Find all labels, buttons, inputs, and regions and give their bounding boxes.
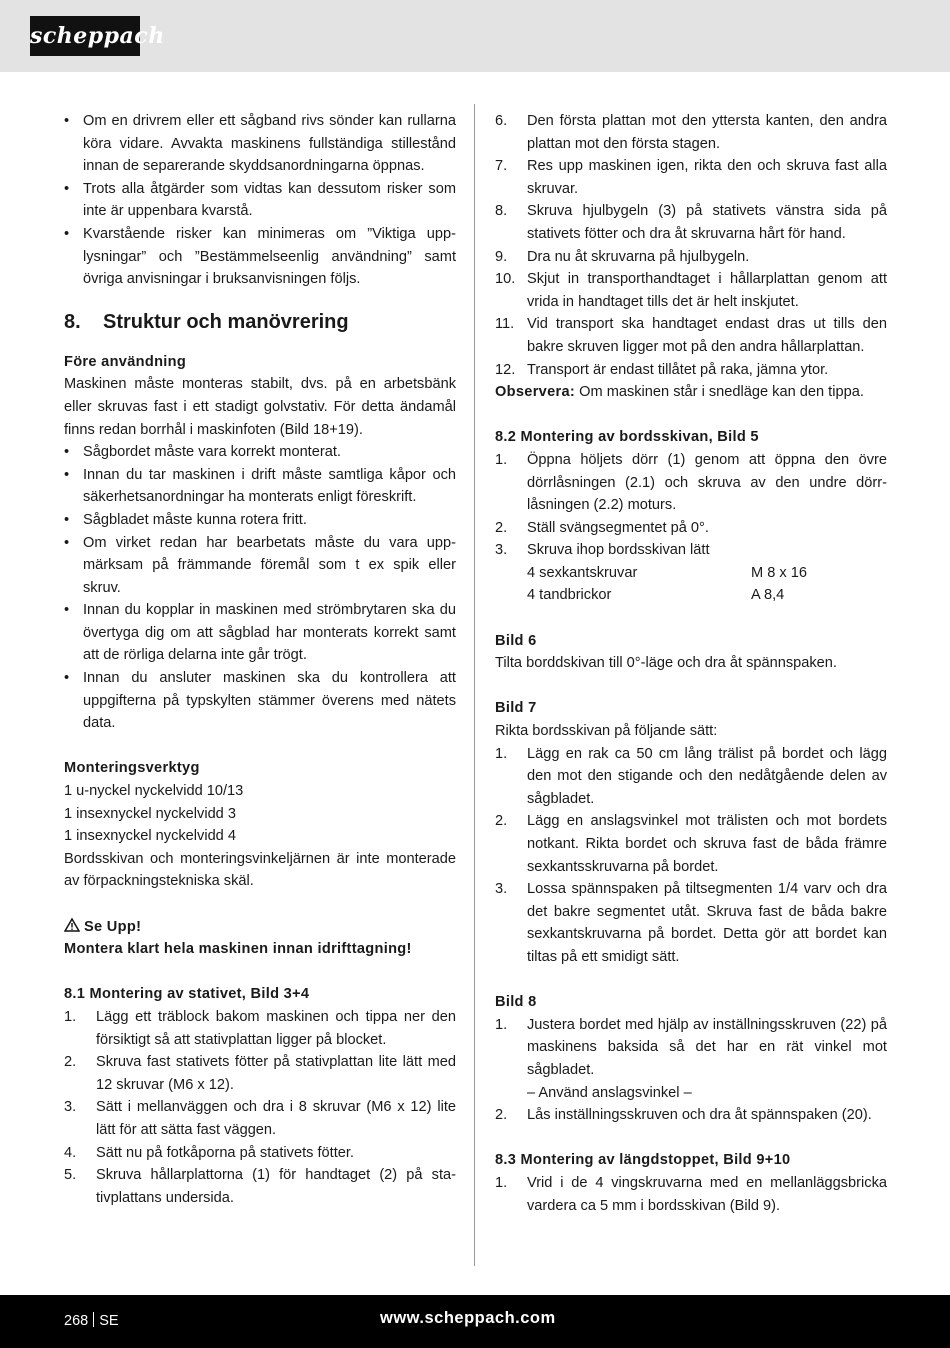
list-item: 1. Vrid i de 4 vingskruvarna med en mellanläggsbricka vardera ca 5 mm i bordsskivan (Bild 9).: [495, 1174, 887, 1214]
list-item: 6. Den första plattan mot den yttersta kanten, den andra plattan mot den första stagen.: [495, 113, 887, 152]
list-item: 7. Res upp maskinen igen, rikta den och skruva fast alla skruvar.: [495, 158, 887, 197]
list-item: • Om en drivrem eller ett sågband rivs sönder kan rullarna köra vidare. Avvakta maskinens fullständiga stillestånd innan de separerande skyddsanordningarna öppnas.: [64, 113, 456, 175]
list-item: 3. Sätt i mellanväggen och dra i 8 skruvar (M6 x 12) lite lätt för att sätta fast väggen.: [64, 1099, 456, 1138]
list-item: 1. Öppna höljets dörr (1) genom att öppna den övre dörrlåsningen (2.1) och skruva av den undre dörrlåsningen (2.2) moturs.: [495, 451, 887, 514]
before-use-heading: Före användning: [64, 353, 187, 370]
list-item: 2. Ställ svängsegmentet på 0°.: [495, 519, 709, 536]
section-number: 8.: [64, 310, 81, 333]
list-item: • Innan du kopplar in maskinen med strömbrytaren ska du övertyga dig om att sågblad har monterats korrekt samt att de rörliga delarna inte går trögt.: [64, 602, 456, 664]
warning-heading: Se Upp!: [64, 916, 456, 939]
column-divider: [474, 104, 475, 1266]
table-steps-list: [495, 449, 887, 562]
intro-bullet-list: [64, 110, 456, 291]
list-item: 5. Skruva hållarplattorna (1) för handtaget (2) på stativplattans undersida.: [64, 1167, 456, 1206]
list-item: 10. Skjut in transporthandtaget i hållarplattan genom att vrida in handtaget tills det är helt inskjutet.: [495, 271, 887, 310]
list-item: 4. Sätt nu på fotkåporna på stativets fötter.: [64, 1144, 354, 1161]
list-item: 8. Skruva hjulbygeln (3) på stativets vänstra sida på stativets fötter och dra åt skruvarna hårt för hand.: [495, 203, 887, 242]
stand-steps-list: [64, 1006, 456, 1209]
left-column: [64, 110, 456, 1209]
section-title: Struktur och manövrering: [103, 310, 349, 333]
table-heading: 8.2 Montering av bordsskivan, Bild 5: [495, 429, 759, 446]
list-item: 3. Skruva ihop bordsskivan lätt: [495, 542, 710, 559]
section-heading: [64, 309, 456, 335]
scheppach-logo: scheppach: [30, 16, 140, 56]
before-use-bullet-list: [64, 441, 456, 735]
list-item: 2. Lås inställningsskruven och dra åt spännspaken (20).: [495, 1107, 872, 1124]
stand-heading: 8.1 Montering av stativet, Bild 3+4: [64, 986, 310, 1003]
note-paragraph: Observera: Om maskinen står i snedläge kan den tippa.: [495, 384, 864, 401]
list-item: 3. Lossa spännspaken på tiltsegmenten 1/4 varv och dra det bakre segmentet utåt. Skruva fast de båda bakre sexkantskruvarna på bordet. Detta gör att bordet kan tiltas på ett smidigt sätt.: [495, 881, 887, 965]
list-item: • Trots alla åtgärder som vidtas kan dessutom risker som inte är uppenbara kvarstå.: [64, 180, 456, 220]
list-item: 1. Justera bordet med hjälp av inställningsskruven (22) på maskinens baksida så det har en rät vinkel mot sågbladet.: [495, 1016, 887, 1078]
parts-row: 4 sexkantskruvar M 8 x 16: [527, 564, 807, 581]
tool-item: 1 insexnyckel nyckelvidd 4: [64, 828, 236, 845]
list-item: 1. Lägg en rak ca 50 cm lång trälist på bordet och lägg den mot den stigande och den nedåtgående delen av sågbladet.: [495, 745, 887, 807]
language-code: SE: [99, 1313, 119, 1329]
warning-triangle-icon: [64, 918, 80, 932]
stand-steps-continued: [495, 110, 887, 381]
tools-heading: Monteringsverktyg: [64, 760, 200, 777]
fig7-heading: Bild 7: [495, 700, 537, 717]
note-label: Observera:: [495, 384, 576, 401]
list-item: • Sågbordet måste vara korrekt monterat.: [64, 444, 341, 461]
page-footer: [0, 1295, 950, 1348]
list-item: • Sågbladet måste kunna rotera fritt.: [64, 511, 307, 528]
page-number: 268: [64, 1313, 89, 1329]
tools-note: Bordsskivan och monteringsvinkeljärnen är inte monterade av förpackningstekniska skäl.: [64, 850, 456, 890]
list-item: 12. Transport är endast tillåtet på raka, jämna ytor.: [495, 361, 829, 378]
list-item: • Innan du ansluter maskinen ska du kontrollera att uppgifterna på typskylten stämmer överens med nätets data.: [64, 670, 456, 732]
right-column: [495, 110, 887, 1217]
list-item: 2. Skruva fast stativets fötter på stativplattan lite lätt med 12 skruvar (M6 x 12).: [64, 1054, 456, 1093]
page-indicator: [64, 1312, 119, 1329]
page-header: [0, 0, 950, 72]
fig8-sub-note: – Använd anslagsvinkel –: [527, 1084, 692, 1101]
list-item: 9. Dra nu åt skruvarna på hjulbygeln.: [495, 248, 750, 265]
before-use-text: Maskinen måste monteras stabilt, dvs. på en arbetsbänk eller skruvas fast i ett stadigt golvstativ. För detta ändamål finns redan borrhål i maskinfoten (Bild 18+19).: [64, 376, 456, 438]
list-item: 2. Lägg en anslagsvinkel mot trälisten och mot bordets notkant. Rikta bordet och skruva fast de båda främre sexkantsskruvarna på bordet.: [495, 813, 887, 875]
list-item: • Kvarstående risker kan minimeras om ”Viktiga upplysningar” och ”Bestämmelseenlig användning” samt övriga anvisningar i bruksanvisningen följs.: [64, 225, 456, 288]
fig7-steps-list: [495, 743, 887, 969]
list-item: 1. Lägg ett träblock bakom maskinen och tippa ner den försiktigt så att stativplattan ligger på blocket.: [64, 1008, 456, 1048]
fig7-intro: Rikta bordsskivan på följande sätt:: [495, 723, 718, 740]
warning-text: Montera klart hela maskinen innan idrifttagning!: [64, 941, 412, 958]
list-item: 11. Vid transport ska handtaget endast dras ut tills den bakre skruven ligger mot på den andra hållarplattan.: [495, 316, 887, 355]
tool-item: 1 u-nyckel nyckelvidd 10/13: [64, 783, 244, 800]
list-item: • Innan du tar maskinen i drift måste samtliga kåpor och säkerhetsanordningar ha monterats enligt föreskrift.: [64, 466, 456, 506]
stop-heading: 8.3 Montering av längdstoppet, Bild 9+10: [495, 1152, 791, 1169]
fig8-heading: Bild 8: [495, 994, 537, 1011]
parts-row: 4 tandbrickor A 8,4: [527, 587, 785, 604]
fig6-text: Tilta borddskivan till 0°-läge och dra åt spännspaken.: [495, 655, 837, 672]
tool-item: 1 insexnyckel nyckelvidd 3: [64, 805, 236, 822]
website-url[interactable]: www.scheppach.com: [380, 1309, 556, 1327]
list-item: • Om virket redan har bearbetats måste du vara uppmärksam på främmande föremål som t ex spik eller skruv.: [64, 534, 456, 596]
fig6-heading: Bild 6: [495, 632, 537, 649]
